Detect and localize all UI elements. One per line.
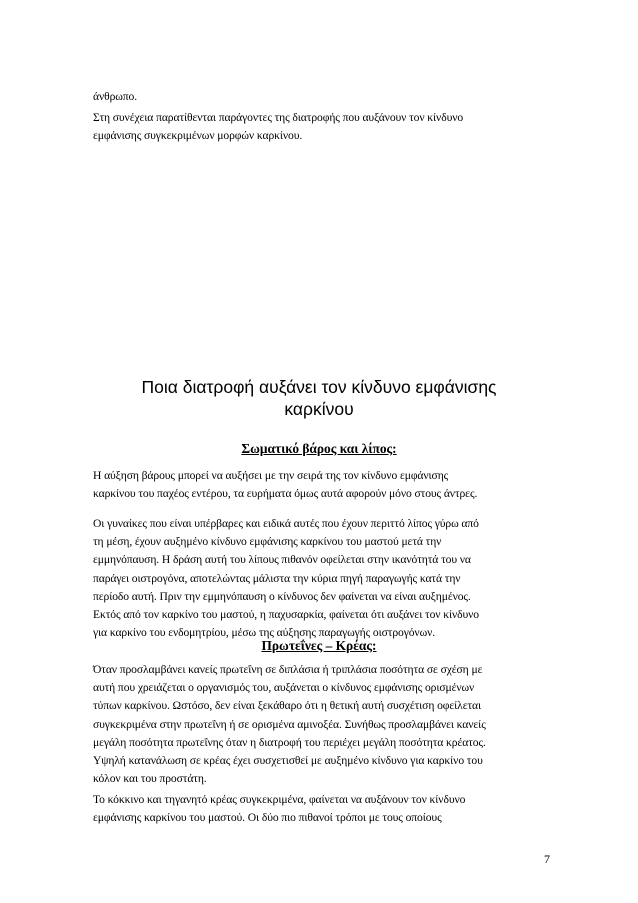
- text-line: εμφάνισης συγκεκριμένων μορφών καρκίνου.: [93, 129, 303, 143]
- text-line: κόλον και του προστάτη.: [93, 772, 207, 786]
- text-line: Το κόκκινο και τηγανητό κρέας συγκεκριμένα, φαίνεται να αυξάνουν τον κίνδυνο: [93, 793, 466, 806]
- text-line: συγκεκριμένα στην πρωτεΐνη ή σε ορισμένα αμινοξέα. Συνήθως προσλαμβάνει κανείς: [93, 717, 486, 731]
- section-title: [93, 376, 545, 420]
- text-line: τη μέση, έχουν αυξημένο κίνδυνο εμφάνισης καρκίνου του μαστού μετά την: [93, 535, 442, 549]
- paragraph-weight-1: [93, 467, 563, 503]
- text-line: καρκίνου του παχέος εντέρου, τα ευρήματα όμως αυτά αφορούν μόνο στους άντρες.: [93, 487, 478, 501]
- text-line: Οι γυναίκες που είναι υπέρβαρες και ειδικά αυτές που έχουν περιττό λίπος γύρω από: [93, 517, 479, 530]
- paragraph-top-2: [93, 109, 563, 145]
- paragraph-top-1: [93, 88, 563, 106]
- section-title-line: καρκίνου: [284, 399, 354, 419]
- text-line: περίοδο αυτή. Πριν την εμμηνόπαυση ο κίνδυνος δεν φαίνεται να είναι αυξημένος.: [93, 589, 471, 603]
- text-line: Εκτός από τον καρκίνο του μαστού, η παχυσαρκία, φαίνεται ότι αυξάνει τον κίνδυνο: [93, 608, 479, 622]
- paragraph-protein-1: [93, 661, 563, 788]
- subheading-protein-meat: Πρωτεΐνες – Κρέας:: [261, 638, 377, 653]
- text-line: παράγει οιστρογόνα, αποτελώντας μάλιστα την κύρια πηγή παραγωγής κατά την: [93, 571, 461, 585]
- subheading-body-weight: Σωματικό βάρος και λίπος:: [241, 441, 397, 456]
- text-line: Στη συνέχεια παρατίθενται παράγοντες της διατροφής που αυξάνουν τον κίνδυνο: [93, 111, 464, 124]
- text-line: μεγάλη ποσότητα πρωτεΐνης όταν η διατροφή του περιέχει μεγάλη ποσότητα κρέατος.: [93, 735, 486, 749]
- text-line: τύπων καρκίνου. Ωστόσο, δεν είναι ξεκάθαρο ότι η θετική αυτή συσχέτιση οφείλεται: [93, 699, 482, 713]
- paragraph-weight-2: [93, 515, 563, 642]
- text-line: αυτή που χρειάζεται ο οργανισμός του, αυξάνεται ο κίνδυνος εμφάνισης ορισμένων: [93, 681, 475, 695]
- text-line: Όταν προσλαμβάνει κανείς πρωτεΐνη σε διπλάσια ή τριπλάσια ποσότητα σε σχέση με: [93, 663, 483, 676]
- text-line: άνθρωπο.: [93, 90, 138, 103]
- text-line: Η αύξηση βάρους μπορεί να αυξήσει με την σειρά της τον κίνδυνο εμφάνισης: [93, 469, 449, 482]
- text-line: εμμηνόπαυση. Η δράση αυτή του λίπους πιθανόν οφείλεται στην ικανότητά του να: [93, 553, 471, 567]
- page-number: 7: [544, 852, 550, 866]
- section-title-line: Ποια διατροφή αυξάνει τον κίνδυνο εμφάνισης: [141, 377, 497, 397]
- text-line: για καρκίνο του ενδομητρίου, μέσω της αύξησης παραγωγής οιστρογόνων.: [93, 626, 436, 640]
- text-line: εμφάνισης καρκίνου του μαστού. Οι δύο πιο πιθανοί τρόποι με τους οποίους: [93, 811, 442, 825]
- paragraph-protein-2: [93, 791, 563, 827]
- text-line: Υψηλή κατανάλωση σε κρέας έχει συσχετισθεί με αυξημένο κίνδυνο για καρκίνο του: [93, 754, 483, 768]
